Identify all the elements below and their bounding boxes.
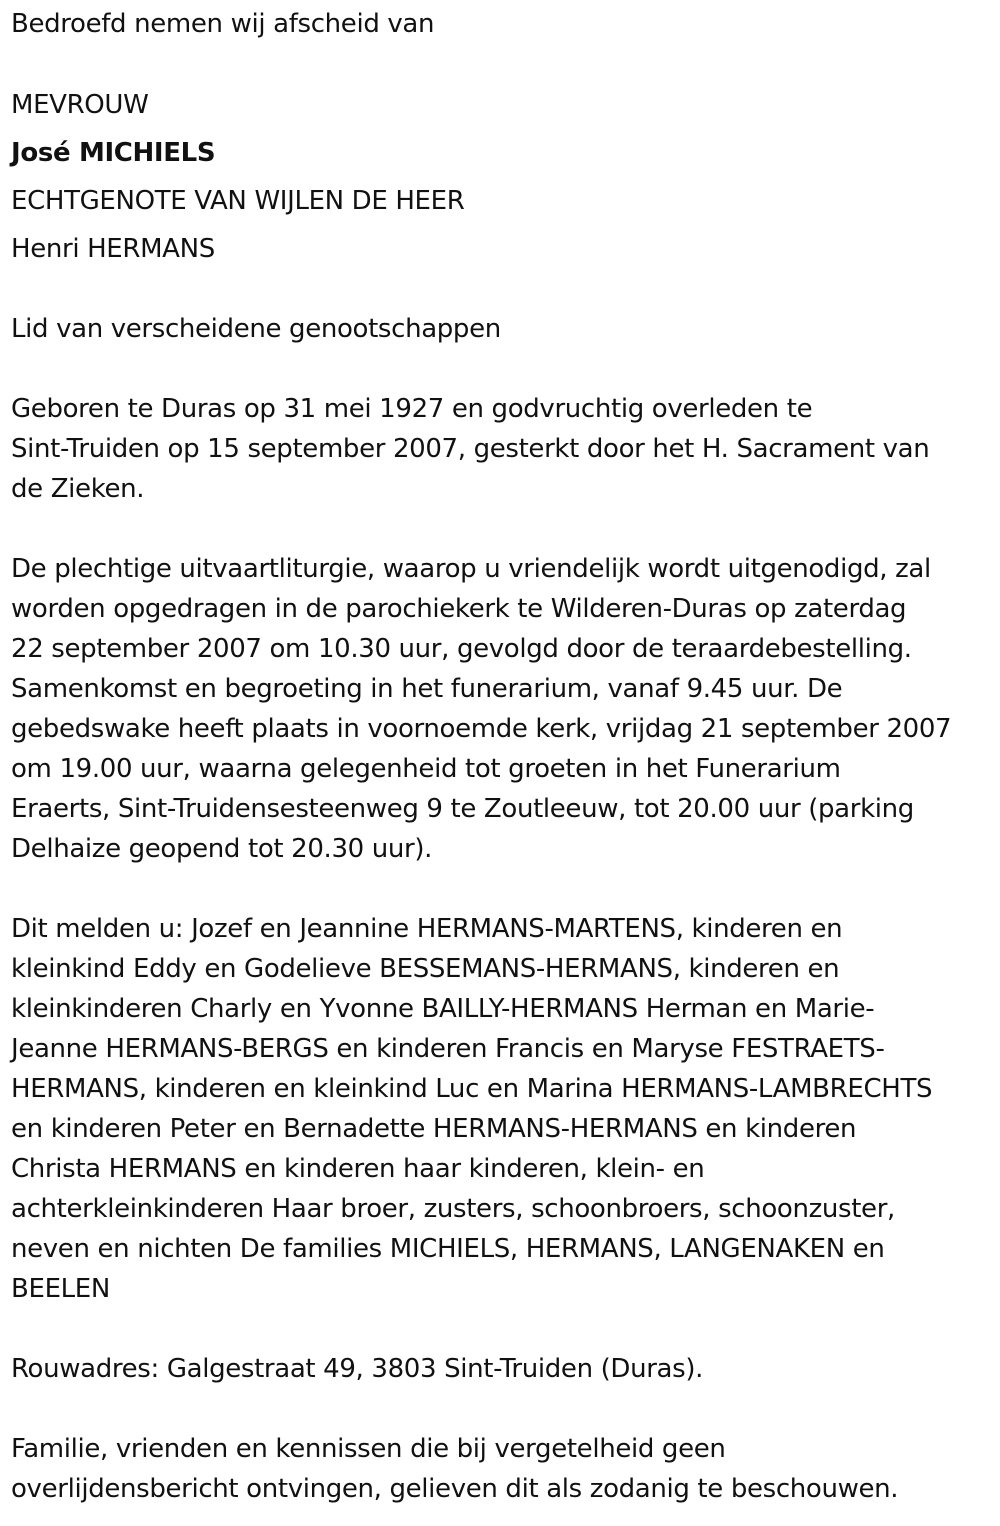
birth-death-line: de Zieken. <box>11 474 145 504</box>
membership-text: Lid van verscheidene genootschappen <box>11 314 501 344</box>
family-line: HERMANS, kinderen en kleinkind Luc en Marina HERMANS-LAMBRECHTS <box>11 1074 933 1104</box>
funeral-line: Samenkomst en begroeting in het funerarium, vanaf 9.45 uur. De <box>11 674 843 704</box>
closing-line: Familie, vrienden en kennissen die bij vergetelheid geen <box>11 1434 726 1464</box>
funeral-line: gebedswake heeft plaats in voornoemde kerk, vrijdag 21 september 2007 <box>11 714 952 744</box>
spouse-name: Henri HERMANS <box>11 234 215 264</box>
funeral-line: worden opgedragen in de parochiekerk te Wilderen-Duras op zaterdag <box>11 594 907 624</box>
birth-death-line: Sint-Truiden op 15 september 2007, gesterkt door het H. Sacrament van <box>11 434 930 464</box>
funeral-line: Eraerts, Sint-Truidensesteenweg 9 te Zoutleeuw, tot 20.00 uur (parking <box>11 794 914 824</box>
family-line: Dit melden u: Jozef en Jeannine HERMANS-MARTENS, kinderen en <box>11 914 843 944</box>
family-line: achterkleinkinderen Haar broer, zusters, schoonbroers, schoonzuster, <box>11 1194 895 1224</box>
family-line: neven en nichten De families MICHIELS, HERMANS, LANGENAKEN en <box>11 1234 885 1264</box>
funeral-line: om 19.00 uur, waarna gelegenheid tot groeten in het Funerarium <box>11 754 841 784</box>
family-line: en kinderen Peter en Bernadette HERMANS-HERMANS en kinderen <box>11 1114 857 1144</box>
funeral-line: Delhaize geopend tot 20.30 uur). <box>11 834 433 864</box>
intro-text: Bedroefd nemen wij afscheid van <box>11 9 435 39</box>
birth-death-line: Geboren te Duras op 31 mei 1927 en godvruchtig overleden te <box>11 394 813 424</box>
family-line: Jeanne HERMANS-BERGS en kinderen Francis en Maryse FESTRAETS- <box>11 1034 885 1064</box>
funeral-line: De plechtige uitvaartliturgie, waarop u vriendelijk wordt uitgenodigd, zal <box>11 554 931 584</box>
deceased-name: José MICHIELS <box>11 138 216 168</box>
spouse-title: ECHTGENOTE VAN WIJLEN DE HEER <box>11 186 465 216</box>
closing-line: overlijdensbericht ontvingen, gelieven dit als zodanig te beschouwen. <box>11 1474 899 1504</box>
mourning-address: Rouwadres: Galgestraat 49, 3803 Sint-Truiden (Duras). <box>11 1354 704 1384</box>
family-line: kleinkinderen Charly en Yvonne BAILLY-HERMANS Herman en Marie- <box>11 994 875 1024</box>
family-line: Christa HERMANS en kinderen haar kinderen, klein- en <box>11 1154 705 1184</box>
funeral-line: 22 september 2007 om 10.30 uur, gevolgd door de teraardebestelling. <box>11 634 912 664</box>
family-line: kleinkind Eddy en Godelieve BESSEMANS-HERMANS, kinderen en <box>11 954 840 984</box>
title-prefix: MEVROUW <box>11 90 149 120</box>
family-line: BEELEN <box>11 1274 110 1304</box>
